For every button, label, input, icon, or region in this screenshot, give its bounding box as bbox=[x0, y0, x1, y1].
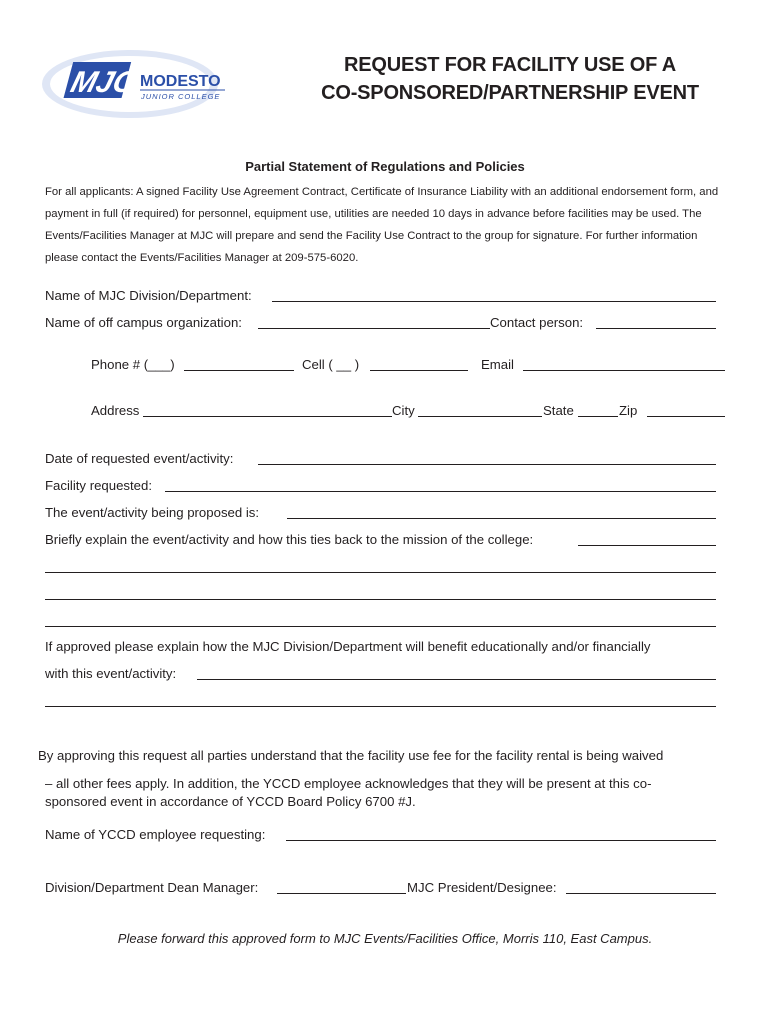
section-subtitle: Partial Statement of Regulations and Policies bbox=[245, 159, 525, 174]
president-signature-field[interactable] bbox=[566, 893, 716, 894]
email-field[interactable] bbox=[523, 370, 725, 371]
explain-line-2[interactable] bbox=[45, 572, 716, 573]
agreement-line1: By approving this request all parties understand that the facility use fee for the facility rental is being waived bbox=[38, 748, 664, 763]
cell-field[interactable] bbox=[370, 370, 468, 371]
city-field[interactable] bbox=[418, 416, 542, 417]
org-label: Name of off campus organization: bbox=[45, 315, 242, 330]
cell-label: Cell ( __ ) bbox=[302, 357, 360, 372]
benefit-label-line2: with this event/activity: bbox=[45, 666, 177, 681]
footer-note: Please forward this approved form to MJC Events/Facilities Office, Morris 110, East Campus. bbox=[117, 931, 653, 946]
division-field[interactable] bbox=[272, 301, 716, 302]
facility-label: Facility requested: bbox=[45, 478, 153, 493]
president-label: MJC President/Designee: bbox=[407, 880, 557, 895]
facility-field[interactable] bbox=[165, 491, 716, 492]
state-label: State bbox=[543, 403, 574, 418]
address-label: Address bbox=[91, 403, 140, 418]
state-field[interactable] bbox=[578, 416, 618, 417]
address-field[interactable] bbox=[143, 416, 392, 417]
contact-field[interactable] bbox=[596, 328, 716, 329]
form-title-line2: CO-SPONSORED/PARTNERSHIP EVENT bbox=[321, 82, 699, 104]
division-label: Name of MJC Division/Department: bbox=[45, 288, 252, 303]
logo-text: MODESTO bbox=[140, 73, 221, 90]
college-logo bbox=[40, 44, 240, 124]
benefit-line-2[interactable] bbox=[45, 706, 716, 707]
dean-signature-field[interactable] bbox=[277, 893, 406, 894]
city-label: City bbox=[392, 403, 415, 418]
event-field[interactable] bbox=[287, 518, 716, 519]
agreement-line2: – all other fees apply. In addition, the YCCD employee acknowledges that they will be present at this co- bbox=[45, 776, 652, 791]
zip-label: Zip bbox=[619, 403, 638, 418]
logo-subtext: JUNIOR COLLEGE bbox=[141, 92, 221, 101]
phone-label: Phone # (___) bbox=[91, 357, 175, 372]
zip-field[interactable] bbox=[647, 416, 725, 417]
date-label: Date of requested event/activity: bbox=[45, 451, 234, 466]
event-label: The event/activity being proposed is: bbox=[45, 505, 260, 520]
contact-label: Contact person: bbox=[490, 315, 584, 330]
org-field[interactable] bbox=[258, 328, 490, 329]
benefit-label-line1: If approved please explain how the MJC Division/Department will benefit educationally and/or financially bbox=[45, 639, 651, 654]
intro-paragraph: For all applicants: A signed Facility Use Agreement Contract, Certificate of Insurance Liability with an additional endorsement form, and payment in full (if required) for personnel, equipment use, utilities are needed 10 days in advance before facilities may be used. The Events/Facilities Manager at MJC will prepare and send the Facility Use Contract to the group for signature. For further information please contact the Events/Facilities Manager at 209-575-6020. bbox=[45, 186, 719, 264]
date-field[interactable] bbox=[258, 464, 716, 465]
employee-field[interactable] bbox=[286, 840, 716, 841]
explain-field[interactable] bbox=[578, 545, 716, 546]
dean-label: Division/Department Dean Manager: bbox=[45, 880, 259, 895]
benefit-field[interactable] bbox=[197, 679, 716, 680]
employee-label: Name of YCCD employee requesting: bbox=[45, 827, 266, 842]
explain-line-3[interactable] bbox=[45, 599, 716, 600]
logo-mark: MJC bbox=[67, 65, 140, 99]
explain-label: Briefly explain the event/activity and how this ties back to the mission of the college: bbox=[45, 532, 534, 547]
form-title-line1: REQUEST FOR FACILITY USE OF A bbox=[343, 54, 676, 76]
agreement-line3: sponsored event in accordance of YCCD Board Policy 6700 #J. bbox=[45, 794, 416, 809]
email-label: Email bbox=[481, 357, 514, 372]
phone-field[interactable] bbox=[184, 370, 294, 371]
explain-line-4[interactable] bbox=[45, 626, 716, 627]
